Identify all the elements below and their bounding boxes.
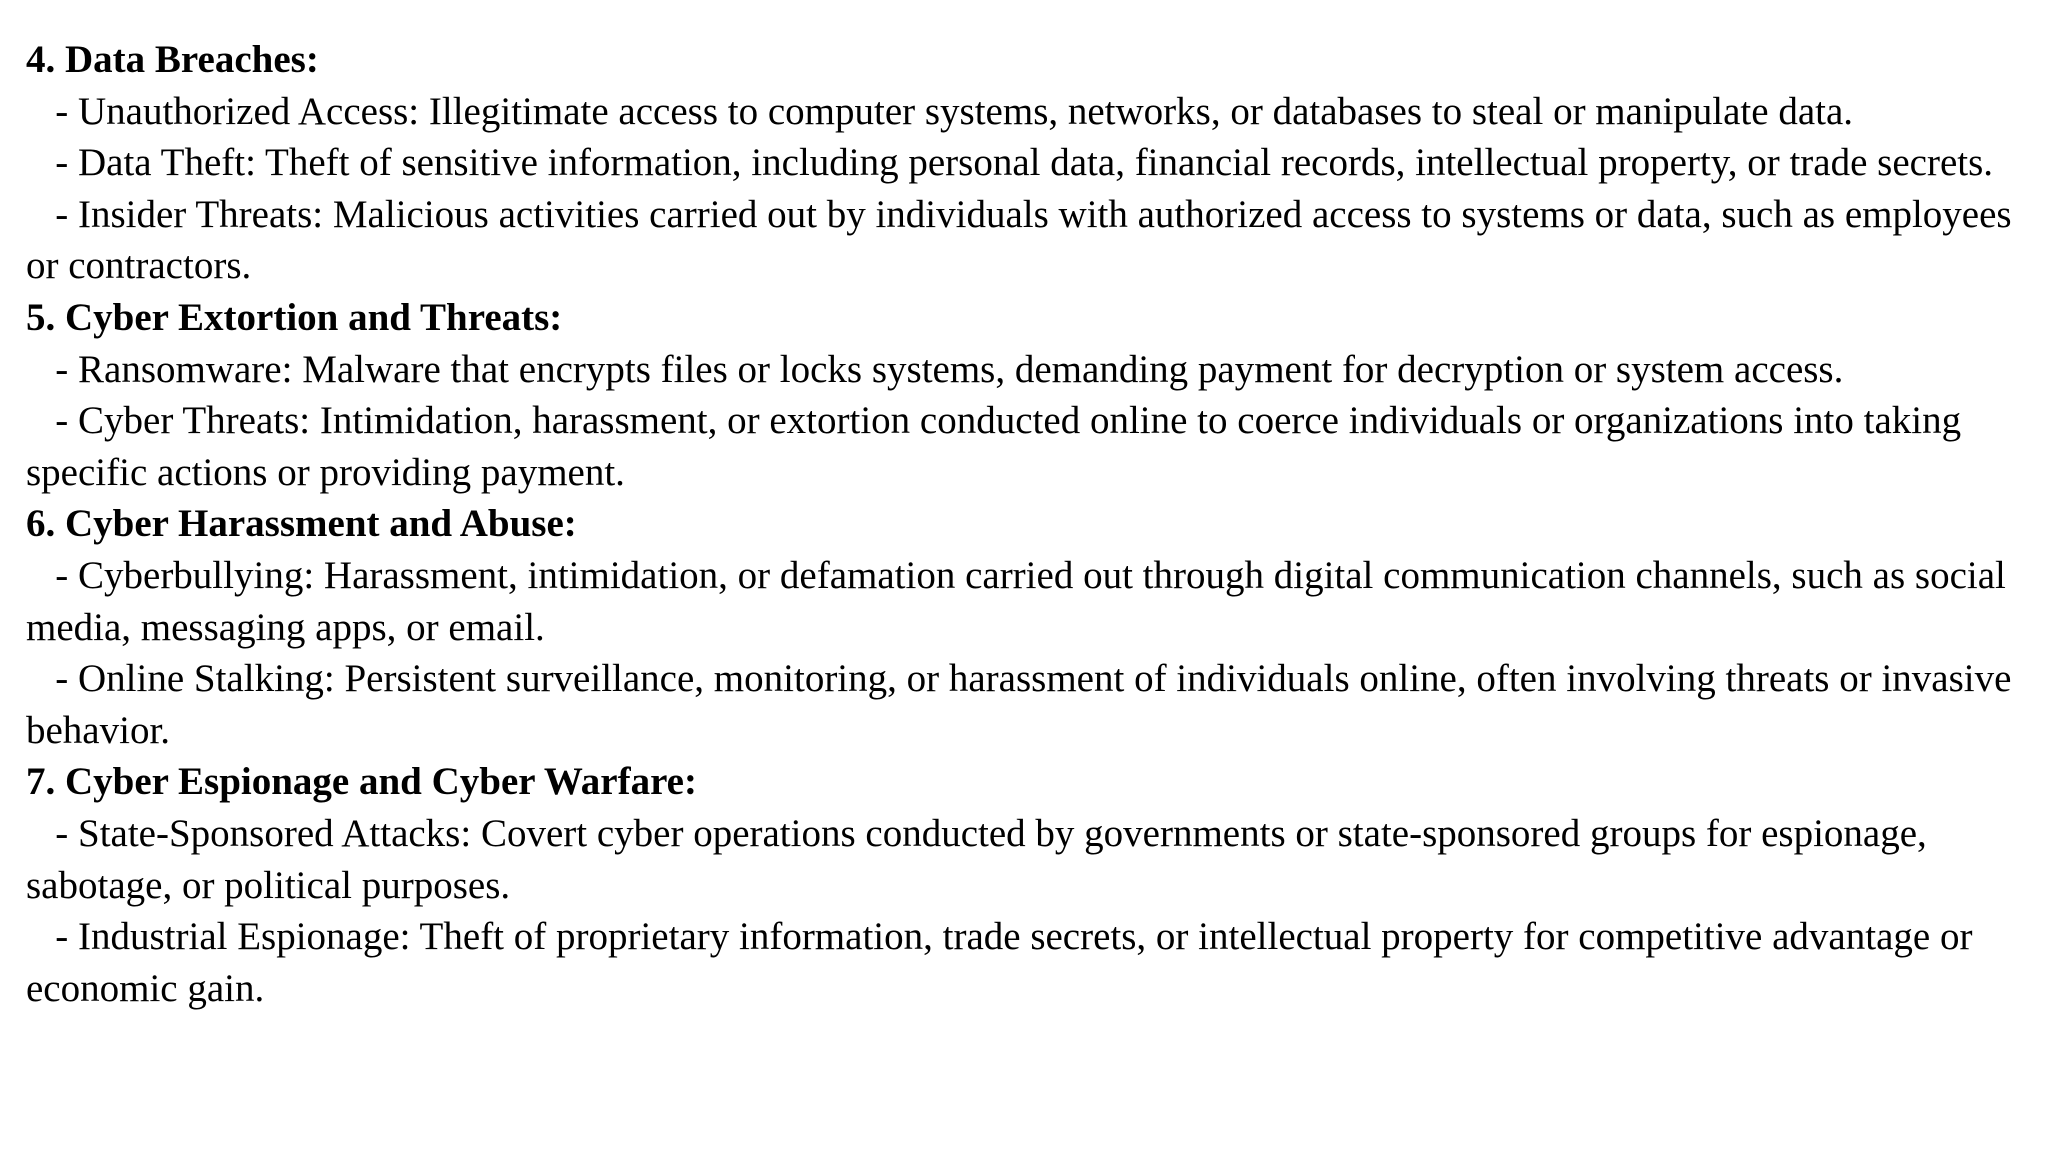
list-item-text: State-Sponsored Attacks: Covert cyber operations conducted by governments or state-sponsored groups for espionage, sabotage, or political purposes.	[26, 811, 1927, 907]
section-data-breaches	[26, 34, 2026, 292]
section-heading: 5. Cyber Extortion and Threats:	[26, 295, 563, 339]
section-cyber-espionage	[26, 756, 2026, 1014]
section-cyber-extortion	[26, 292, 2026, 498]
section-heading: 4. Data Breaches:	[26, 38, 319, 81]
list-item	[26, 911, 2026, 1014]
section-heading: 7. Cyber Espionage and Cyber Warfare:	[26, 760, 697, 804]
list-item	[26, 137, 2026, 189]
section-cyber-harassment	[26, 498, 2026, 756]
list-item-text: Data Theft: Theft of sensitive information, including personal data, financial records, intellectual property, or trade secrets.	[78, 141, 1994, 185]
list-bullet: -	[26, 915, 78, 959]
document-body	[26, 34, 2026, 1014]
list-bullet: -	[26, 553, 78, 597]
list-item	[26, 86, 2026, 138]
list-bullet: -	[26, 399, 78, 443]
list-bullet: -	[26, 89, 78, 133]
list-item-text: Industrial Espionage: Theft of proprietary information, trade secrets, or intellectual property for competitive advantage or economic gain.	[26, 915, 1973, 1010]
list-item	[26, 395, 2026, 498]
list-item	[26, 344, 2026, 396]
list-bullet: -	[26, 192, 78, 236]
list-item-text: Unauthorized Access: Illegitimate access to computer systems, networks, or databases to steal or manipulate data.	[78, 89, 1854, 133]
list-item	[26, 189, 2026, 292]
list-item	[26, 653, 2026, 756]
list-item-text: Insider Threats: Malicious activities carried out by individuals with authorized access to systems or data, such as employees or contractors.	[26, 192, 2012, 288]
list-item	[26, 550, 2026, 653]
list-bullet: -	[26, 347, 78, 391]
list-item-text: Online Stalking: Persistent surveillance, monitoring, or harassment of individuals online, often involving threats or invasive behavior.	[26, 657, 2012, 752]
list-item-text: Ransomware: Malware that encrypts files or locks systems, demanding payment for decryption or system access.	[78, 347, 1844, 391]
list-item-text: Cyberbullying: Harassment, intimidation, or defamation carried out through digital communication channels, such as social media, messaging apps, or email.	[26, 553, 2006, 649]
list-item	[26, 808, 2026, 911]
list-bullet: -	[26, 811, 78, 855]
list-bullet: -	[26, 141, 78, 185]
section-heading: 6. Cyber Harassment and Abuse:	[26, 502, 577, 546]
list-bullet: -	[26, 657, 78, 701]
list-item-text: Cyber Threats: Intimidation, harassment, or extortion conducted online to coerce individuals or organizations into taking specific actions or providing payment.	[26, 399, 1962, 494]
